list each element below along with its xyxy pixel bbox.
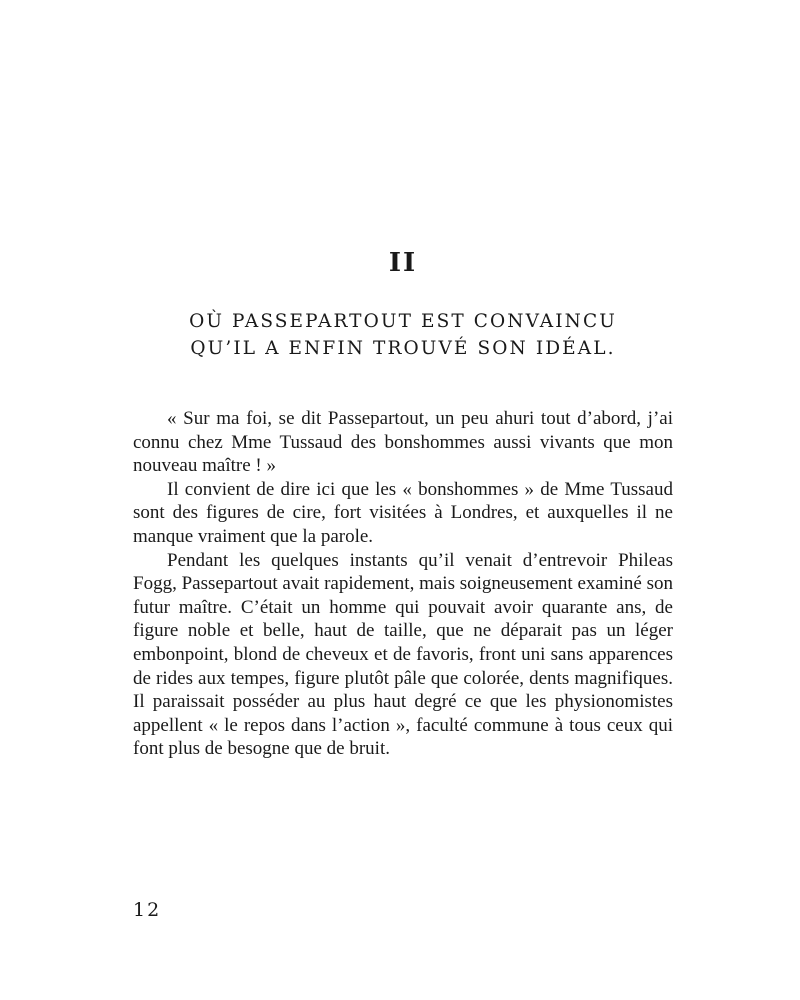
paragraph-2: Il convient de dire ici que les « bonshommes » de Mme Tussaud sont des figures de cire, fort visitées à Londres, et auxquelles il ne manque vraiment que la parole. bbox=[133, 478, 673, 547]
page-number: 12 bbox=[133, 899, 162, 921]
chapter-title-line-1: OÙ PASSEPARTOUT EST CONVAINCU bbox=[189, 311, 617, 332]
chapter-number: II bbox=[388, 248, 418, 278]
paragraph-1: « Sur ma foi, se dit Passepartout, un peu ahuri tout d’abord, j’ai connu chez Mme Tussaud des bonshommes aussi vivants que mon nouveau maître ! » bbox=[133, 408, 673, 477]
chapter-title bbox=[130, 308, 676, 362]
paragraph-3: Pendant les quelques instants qu’il venait d’entrevoir Phileas Fogg, Passepartout avait rapidement, mais soigneusement examiné son futur maître. C’était un homme qui pouvait avoir quarante ans, de figure noble et belle, haut de taille, que ne déparait pas un léger embonpoint, blond de cheveux et de favoris, front uni sans apparences de rides aux tempes, figure plutôt pâle que colorée, dents magnifiques. Il paraissait posséder au plus haut degré ce que les physionomistes appellent « le repos dans l’action », faculté commune à tous ceux qui font plus de besogne que de bruit. bbox=[133, 549, 673, 760]
chapter-title-line-2: QU’IL A ENFIN TROUVÉ SON IDÉAL. bbox=[190, 338, 616, 359]
chapter-body bbox=[133, 407, 673, 761]
